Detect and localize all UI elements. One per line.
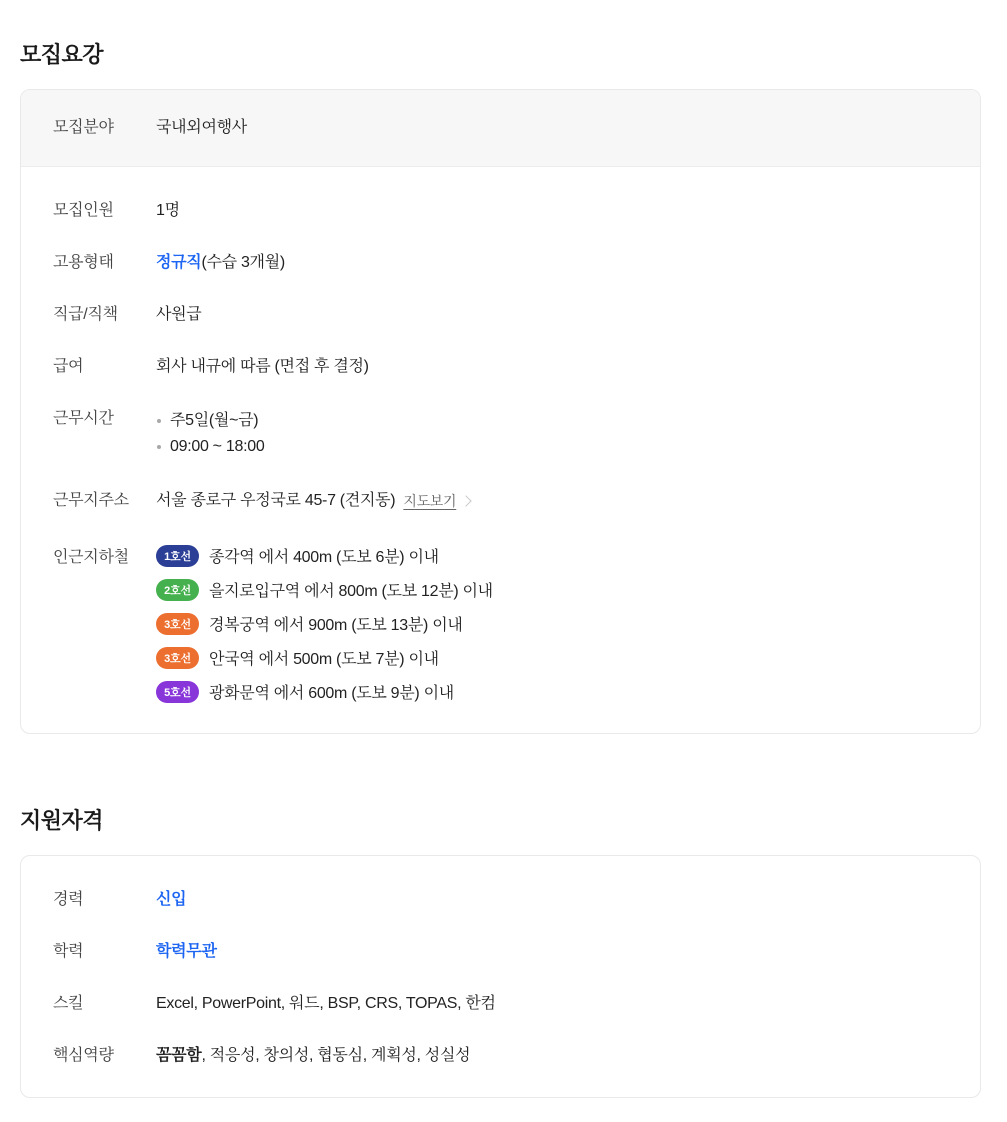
subway-line-badge: 3호선 (156, 613, 199, 635)
subway-line-item (156, 544, 493, 567)
subway-line-badge: 3호선 (156, 647, 199, 669)
headcount-value: 1명 (156, 202, 180, 219)
chevron-right-icon (461, 495, 472, 506)
qualification-section (20, 804, 981, 1098)
subway-line-item (156, 646, 493, 669)
employment-type-label: 고용형태 (53, 254, 114, 271)
employment-type-highlight: 정규직 (156, 254, 202, 271)
subway-line-item (156, 680, 493, 703)
nearby-subway-row (53, 544, 948, 703)
work-hours-row (53, 408, 948, 460)
headcount-label: 모집인원 (53, 202, 114, 219)
subway-line-item (156, 578, 493, 601)
competency-rest: , 적응성, 창의성, 협동심, 계획성, 성실성 (201, 1047, 471, 1064)
qualification-section-title: 지원자격 (20, 808, 104, 833)
employment-type-value (156, 252, 285, 274)
field-value: 국내외여행사 (156, 119, 247, 136)
career-label: 경력 (53, 891, 84, 908)
competency-highlight: 꼼꼼함 (156, 1047, 202, 1064)
career-value: 신입 (156, 891, 187, 908)
salary-row (53, 356, 948, 378)
subway-line-badge: 1호선 (156, 545, 199, 567)
subway-line-badge: 5호선 (156, 681, 199, 703)
competency-value (156, 1045, 470, 1067)
subway-line-text: 을지로입구역 에서 800m (도보 12분) 이내 (209, 583, 493, 600)
education-label: 학력 (53, 943, 84, 960)
skills-label: 스킬 (53, 995, 84, 1012)
map-view-link[interactable]: 지도보기 (403, 493, 457, 509)
recruitment-field-row (21, 90, 980, 167)
education-row (53, 941, 948, 963)
skills-value: Excel, PowerPoint, 워드, BSP, CRS, TOPAS, 한컴 (156, 995, 496, 1012)
recruitment-section-title: 모집요강 (20, 42, 104, 67)
salary-value: 회사 내규에 따름 (면접 후 결정) (156, 358, 369, 375)
salary-label: 급여 (53, 358, 84, 375)
work-address-line (156, 490, 470, 512)
subway-line-badge: 2호선 (156, 579, 199, 601)
position-row (53, 304, 948, 326)
subway-line-text: 종각역 에서 400m (도보 6분) 이내 (209, 549, 439, 566)
subway-line-text: 안국역 에서 500m (도보 7분) 이내 (209, 651, 439, 668)
work-address-row (53, 490, 948, 512)
subway-line-text: 경복궁역 에서 900m (도보 13분) 이내 (209, 617, 463, 634)
work-hours-item: 주5일(월~금) (156, 408, 264, 434)
work-hours-list (156, 408, 264, 460)
nearby-subway-label: 인근지하철 (53, 549, 129, 566)
work-address-label: 근무지주소 (53, 492, 129, 509)
employment-type-rest: (수습 3개월) (201, 254, 285, 271)
field-label: 모집분야 (53, 119, 114, 136)
qualification-card-body (21, 856, 980, 1097)
employment-type-row (53, 252, 948, 274)
work-hours-item: 09:00 ~ 18:00 (156, 434, 264, 460)
skills-row (53, 993, 948, 1015)
subway-list (156, 544, 493, 703)
work-hours-label: 근무시간 (53, 410, 114, 427)
position-label: 직급/직책 (53, 306, 118, 323)
qualification-card (20, 855, 981, 1098)
competency-row (53, 1045, 948, 1067)
work-address-value: 서울 종로구 우정국로 45-7 (견지동) (156, 492, 396, 509)
recruitment-section (20, 38, 981, 734)
competency-label: 핵심역량 (53, 1047, 114, 1064)
position-value: 사원급 (156, 306, 202, 323)
career-row (53, 889, 948, 911)
education-value: 학력무관 (156, 943, 217, 960)
subway-line-text: 광화문역 에서 600m (도보 9분) 이내 (209, 685, 454, 702)
recruitment-card (20, 89, 981, 734)
subway-line-item (156, 612, 493, 635)
headcount-row (53, 200, 948, 222)
recruitment-card-body (21, 167, 980, 733)
